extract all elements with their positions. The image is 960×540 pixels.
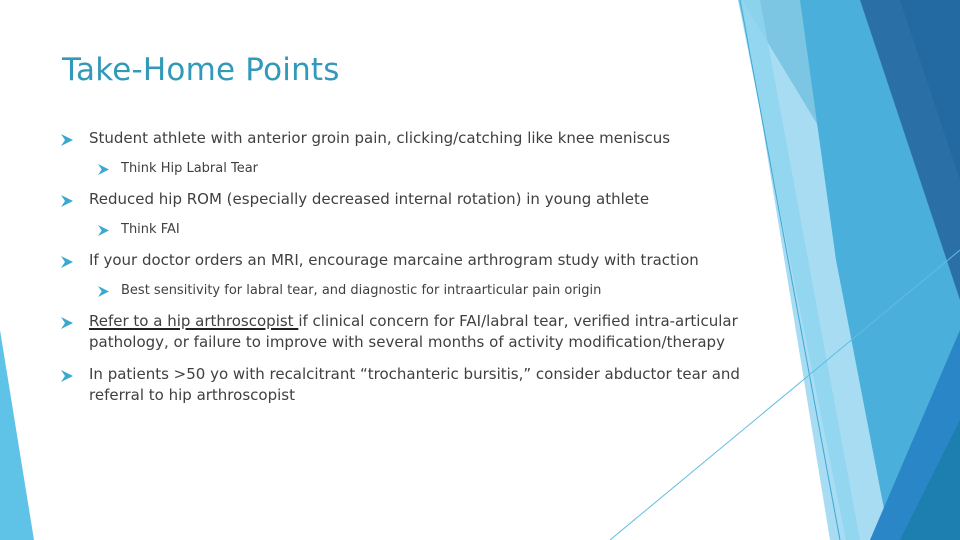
left-edge-shape: [0, 330, 34, 540]
diamond-bullet-icon: [98, 225, 109, 236]
bullet-1-text: Student athlete with anterior groin pain, clicking/catching like knee meniscus: [89, 129, 671, 147]
bullet-3-text: If your doctor orders an MRI, encourage marcaine arthrogram study with traction: [89, 251, 699, 269]
slide-title: Take-Home Points: [62, 52, 340, 88]
bullet-5-line2: referral to hip arthroscopist: [89, 386, 295, 404]
bullet-2-text: Reduced hip ROM (especially decreased internal rotation) in young athlete: [89, 190, 650, 208]
sub-bullet-3-text: Best sensitivity for labral tear, and diagnostic for intraarticular pain origin: [121, 283, 602, 298]
diamond-bullet-icon: [98, 164, 109, 175]
sub-bullet-1-text: Think Hip Labral Tear: [121, 161, 259, 176]
bullet-5-text: [89, 364, 740, 406]
bullet-4-underlined: Refer to a hip arthroscopist: [89, 312, 299, 330]
diamond-bullet-icon: [61, 134, 73, 146]
diamond-bullet-icon: [61, 256, 73, 268]
sub-bullet-2-text: Think FAI: [121, 222, 180, 237]
bullet-4-rest: if clinical concern for FAI/labral tear, verified intra-articular: [298, 312, 738, 330]
bullet-4-line2: pathology, or failure to improve with several months of activity modification/therapy: [89, 333, 725, 351]
diamond-bullet-icon: [61, 370, 73, 382]
diamond-bullet-icon: [98, 286, 109, 297]
bullet-5-line1: In patients >50 yo with recalcitrant “trochanteric bursitis,” consider abductor tear and: [89, 365, 740, 383]
diamond-bullet-icon: [61, 195, 73, 207]
diamond-bullet-icon: [61, 317, 73, 329]
bullet-4-text: [89, 311, 738, 353]
